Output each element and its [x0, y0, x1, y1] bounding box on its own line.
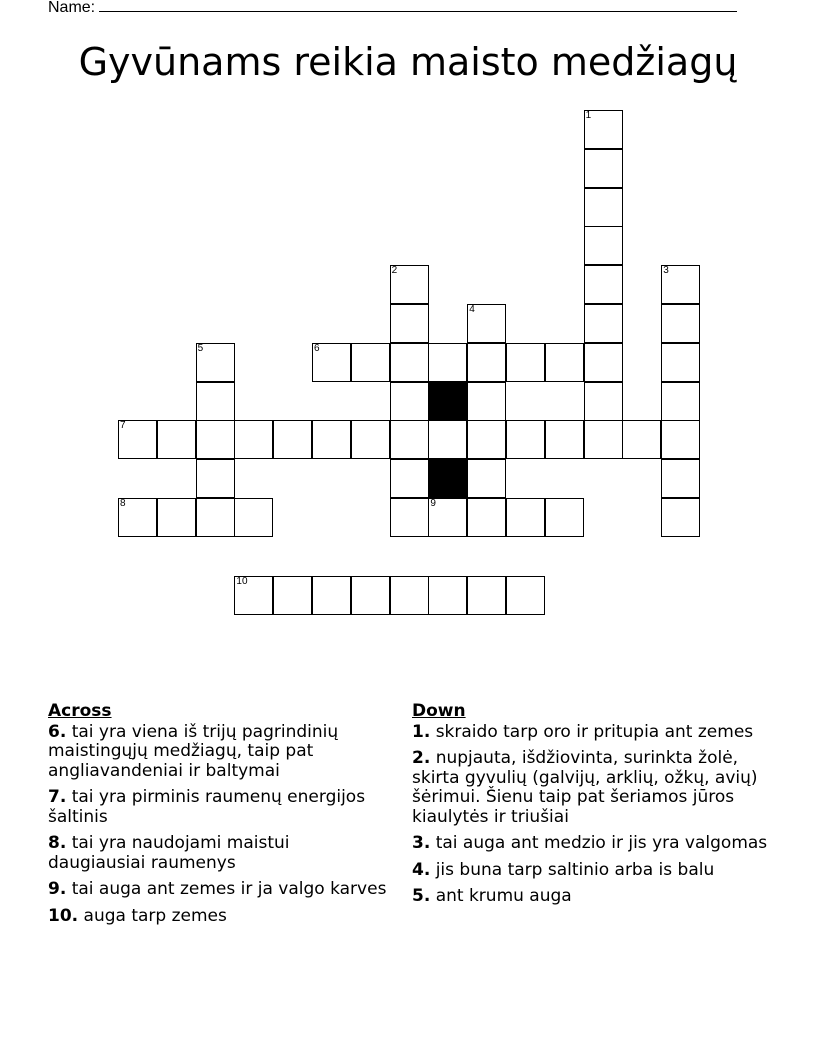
clue-text: auga tarp zemes	[83, 905, 227, 926]
clue-number-label: 5	[197, 342, 204, 354]
clue-text: tai auga ant zemes ir ja valgo karves	[71, 879, 387, 899]
clue-text: nupjauta, išdžiovinta, surinkta žolė, skirta gyvulių (galvijų, arklių, ožkų, avių) šėrimui. Šienu taip pat šeriamos jūros kiaulytės ir triušiai	[412, 748, 758, 827]
across-clue	[48, 880, 388, 900]
answer-cell[interactable]	[390, 382, 429, 421]
down-clue	[412, 749, 772, 827]
answer-cell[interactable]	[661, 265, 700, 304]
across-clue	[48, 723, 388, 782]
answer-cell[interactable]	[545, 420, 584, 459]
answer-cell[interactable]	[157, 420, 196, 459]
answer-cell[interactable]	[351, 343, 390, 382]
clue-number-label: 9	[430, 498, 436, 509]
answer-cell[interactable]	[234, 576, 273, 615]
answer-cell[interactable]	[312, 343, 351, 382]
clue-number-label: 4	[469, 304, 475, 315]
clue-text: tai yra pirminis raumenų energijos šaltinis	[48, 787, 366, 827]
clue-number-label: 1	[585, 110, 592, 121]
clue-number: 4.	[412, 859, 431, 880]
answer-cell[interactable]	[467, 382, 506, 421]
answer-cell[interactable]	[351, 576, 390, 615]
answer-cell[interactable]	[661, 382, 700, 421]
answer-cell[interactable]	[196, 382, 235, 421]
down-clue	[412, 861, 772, 881]
down-clue	[412, 723, 772, 743]
down-heading: Down	[412, 701, 466, 721]
answer-cell[interactable]	[312, 420, 351, 459]
black-cell	[428, 459, 467, 498]
clue-number: 10.	[48, 905, 79, 926]
answer-cell[interactable]	[506, 576, 545, 615]
answer-cell[interactable]	[506, 343, 545, 382]
answer-cell[interactable]	[234, 420, 273, 459]
across-heading: Across	[48, 701, 112, 721]
answer-cell[interactable]	[157, 498, 196, 537]
answer-cell[interactable]	[584, 304, 623, 343]
answer-cell[interactable]	[661, 459, 700, 498]
answer-cell[interactable]	[467, 498, 506, 537]
clue-text: jis buna tarp saltinio arba is balu	[435, 859, 715, 880]
clue-text: skraido tarp oro ir pritupia ant zemes	[435, 721, 754, 742]
answer-cell[interactable]	[584, 343, 623, 382]
answer-cell[interactable]	[661, 498, 700, 537]
answer-cell[interactable]	[467, 459, 506, 498]
answer-cell[interactable]	[584, 149, 623, 188]
answer-cell[interactable]	[196, 498, 235, 537]
answer-cell[interactable]	[428, 498, 467, 537]
answer-cell[interactable]	[506, 498, 545, 537]
clue-number: 6.	[48, 721, 67, 742]
answer-cell[interactable]	[467, 576, 506, 615]
answer-cell[interactable]	[584, 420, 623, 459]
answer-cell[interactable]	[661, 304, 700, 343]
answer-cell[interactable]	[467, 420, 506, 459]
across-clue	[48, 907, 388, 927]
answer-cell[interactable]	[584, 110, 623, 149]
answer-cell[interactable]	[584, 265, 623, 304]
answer-cell[interactable]	[390, 498, 429, 537]
answer-cell[interactable]	[273, 420, 312, 459]
clue-number-label: 2	[391, 265, 398, 277]
clue-number-label: 10	[236, 575, 248, 587]
answer-cell[interactable]	[196, 459, 235, 498]
answer-cell[interactable]	[584, 226, 623, 265]
clue-number: 9.	[48, 879, 67, 899]
clue-number: 2.	[412, 748, 431, 768]
answer-cell[interactable]	[661, 343, 700, 382]
name-label: Name:	[48, 0, 96, 16]
answer-cell[interactable]	[273, 576, 312, 615]
puzzle-title: Gyvūnams reikia maisto medžiagų	[78, 40, 738, 84]
clue-text: tai yra viena iš trijų pagrindinių maistingųjų medžiagų, taip pat angliavandeniai ir baltymai	[48, 721, 339, 781]
answer-cell[interactable]	[428, 576, 467, 615]
answer-cell[interactable]	[467, 343, 506, 382]
answer-cell[interactable]	[118, 498, 157, 537]
black-cell	[428, 382, 467, 421]
answer-cell[interactable]	[196, 420, 235, 459]
across-clue	[48, 788, 388, 827]
answer-cell[interactable]	[390, 576, 429, 615]
answer-cell[interactable]	[390, 304, 429, 343]
clue-number-label: 6	[314, 342, 320, 354]
answer-cell[interactable]	[467, 304, 506, 343]
clue-number: 7.	[48, 787, 67, 807]
clue-text: ant krumu auga	[435, 886, 572, 906]
across-clues	[48, 702, 388, 933]
answer-cell[interactable]	[390, 459, 429, 498]
clue-number: 1.	[412, 721, 431, 742]
clue-number: 8.	[48, 833, 67, 853]
answer-cell[interactable]	[584, 188, 623, 227]
answer-cell[interactable]	[584, 382, 623, 421]
clue-number: 5.	[412, 886, 431, 906]
answer-cell[interactable]	[351, 420, 390, 459]
answer-cell[interactable]	[428, 343, 467, 382]
answer-cell[interactable]	[196, 343, 235, 382]
answer-cell[interactable]	[545, 498, 584, 537]
clue-number-label: 8	[120, 498, 126, 509]
clue-text: tai auga ant medzio ir jis yra valgomas	[435, 833, 768, 853]
down-clue	[412, 887, 772, 907]
answer-cell[interactable]	[118, 420, 157, 459]
across-clue	[48, 834, 388, 873]
answer-cell[interactable]	[428, 420, 467, 459]
clue-number-label: 3	[663, 265, 669, 277]
down-clue	[412, 834, 772, 854]
answer-cell[interactable]	[312, 576, 351, 615]
clue-number-label: 7	[120, 420, 126, 432]
down-clues	[412, 702, 772, 914]
answer-cell[interactable]	[390, 343, 429, 382]
clue-text: tai yra naudojami maistui daugiausiai raumenys	[48, 833, 290, 873]
answer-cell[interactable]	[661, 420, 700, 459]
answer-cell[interactable]	[390, 265, 429, 304]
answer-cell[interactable]	[545, 343, 584, 382]
answer-cell[interactable]	[234, 498, 273, 537]
clue-number: 3.	[412, 833, 431, 853]
answer-cell[interactable]	[390, 420, 429, 459]
answer-cell[interactable]	[506, 420, 545, 459]
answer-cell[interactable]	[622, 420, 661, 459]
